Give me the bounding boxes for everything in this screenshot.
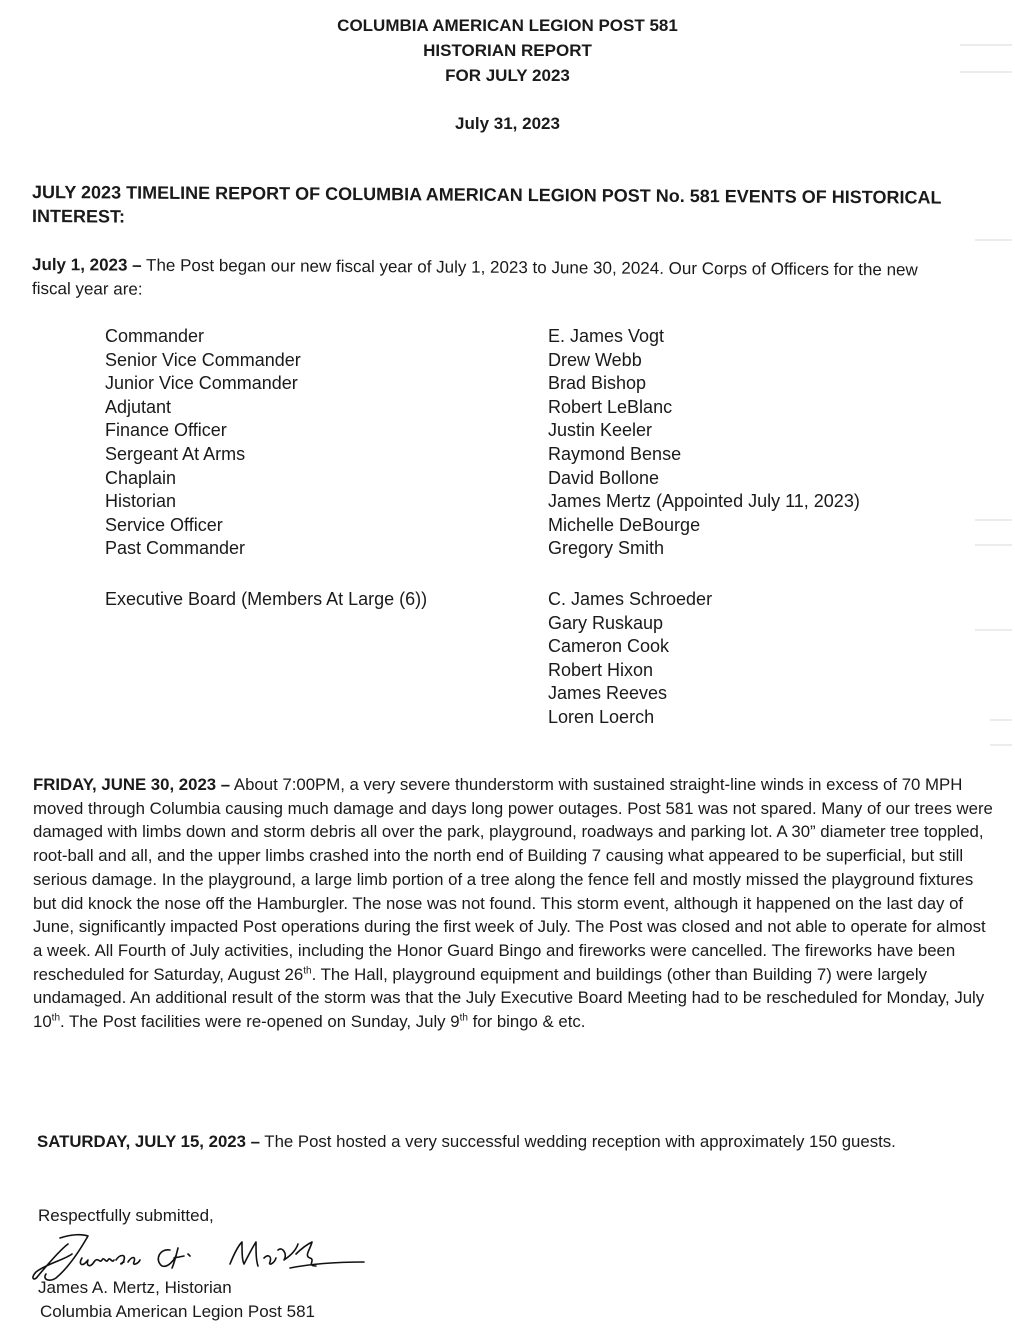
officer-name: Brad Bishop <box>548 373 647 394</box>
officer-name: Michelle DeBourge <box>548 514 701 535</box>
officer-role: Sergeant At Arms <box>105 443 246 464</box>
valediction: Respectfully submitted, <box>38 1206 214 1225</box>
officer-role: Finance Officer <box>105 420 227 441</box>
officer-role: Service Officer <box>105 514 223 535</box>
officer-name: Gregory Smith <box>548 538 665 559</box>
board-member: C. James Schroeder <box>548 589 713 609</box>
officer-role: Historian <box>105 491 177 512</box>
officer-role: Past Commander <box>105 538 246 559</box>
officer-name: Drew Webb <box>548 349 642 370</box>
ordinal-suffix: th <box>51 1012 61 1024</box>
officer-role: Adjutant <box>105 396 172 417</box>
officer-role: Commander <box>105 326 205 346</box>
ordinal-suffix: th <box>303 965 312 977</box>
officer-name: David Bollone <box>548 467 660 488</box>
officer-role: Senior Vice Commander <box>105 349 301 370</box>
board-member: Robert Hixon <box>548 659 654 680</box>
report-heading: HISTORIAN REPORT <box>423 41 592 60</box>
storm-date: FRIDAY, JUNE 30, 2023 – <box>33 775 231 794</box>
officer-role: Chaplain <box>105 467 177 488</box>
storm-text: . The Hall, playground equipment and buildings (other than Building 7) were largely undamaged. An additional result of the storm was that the July Executive Board Meeting had to be rescheduled for Monday, July 10 <box>33 964 985 1032</box>
board-member: Gary Ruskaup <box>548 612 664 633</box>
intro-date: July 1, 2023 – <box>32 255 142 275</box>
period-heading: FOR JULY 2023 <box>445 66 570 85</box>
officer-role: Junior Vice Commander <box>105 373 298 394</box>
board-member: James Reeves <box>548 683 668 704</box>
storm-text: About 7:00PM, a very severe thunderstorm with sustained straight-line winds in excess of 70 MPH moved through Columbia causing much damage and days long power outages. Post 581 was not spared. Many of our trees were damaged with limbs down and storm debris all over the park, playground, roadways and parking lot. A 30” diameter tree toppled, root-ball and all, and the upper limbs crashed into the north end of Building 7 causing what appeared to be superficial, but still serious damage. In the playground, a large limb portion of a tree along the fence fell and mostly missed the playground fixtures but did knock the nose off the Hamburgler. The nose was not found. This storm event, although it happened on the last day of June, significantly impacted Post operations during the first week of July. The Post was closed and not able to operate for almost a week. All Fourth of July activities, including the Honor Guard Bingo and fireworks were cancelled. The fireworks have been rescheduled for Saturday, August 26 <box>33 775 993 984</box>
wedding-paragraph <box>37 1130 997 1154</box>
executive-board-label: Executive Board (Members At Large (6)) <box>105 589 428 609</box>
executive-board-members <box>548 588 848 730</box>
org-heading: COLUMBIA AMERICAN LEGION POST 581 <box>337 16 678 35</box>
storm-paragraph <box>33 773 993 1034</box>
officer-name: James Mertz (Appointed July 11, 2023) <box>548 491 860 512</box>
intro-paragraph <box>32 253 952 306</box>
section-title: JULY 2023 TIMELINE REPORT OF COLUMBIA AMERICAN LEGION POST No. 581 EVENTS OF HISTORICAL INTEREST: <box>32 182 942 227</box>
board-member: Cameron Cook <box>548 636 670 657</box>
officer-name: Robert LeBlanc <box>548 396 673 417</box>
report-date: July 31, 2023 <box>455 114 560 133</box>
wedding-text: The Post hosted a very successful wedding reception with approximately 150 guests. <box>259 1132 896 1151</box>
ordinal-suffix: th <box>459 1012 468 1024</box>
intro-text: The Post began our new fiscal year of July 1, 2023 to June 30, 2024. Our Corps of Officers for the new fiscal year are: <box>32 255 918 299</box>
signatory-name-title: James A. Mertz, Historian <box>38 1278 232 1297</box>
board-member: Loren Loerch <box>548 706 655 727</box>
officer-name: Raymond Bense <box>548 443 682 464</box>
storm-text: for bingo & etc. <box>467 1012 586 1032</box>
wedding-date: SATURDAY, JULY 15, 2023 – <box>37 1132 260 1151</box>
storm-text: . The Post facilities were re-opened on Sunday, July 9 <box>60 1012 460 1032</box>
officer-name: E. James Vogt <box>548 326 665 346</box>
signatory-organization: Columbia American Legion Post 581 <box>40 1302 315 1321</box>
officer-name: Justin Keeler <box>548 420 653 441</box>
